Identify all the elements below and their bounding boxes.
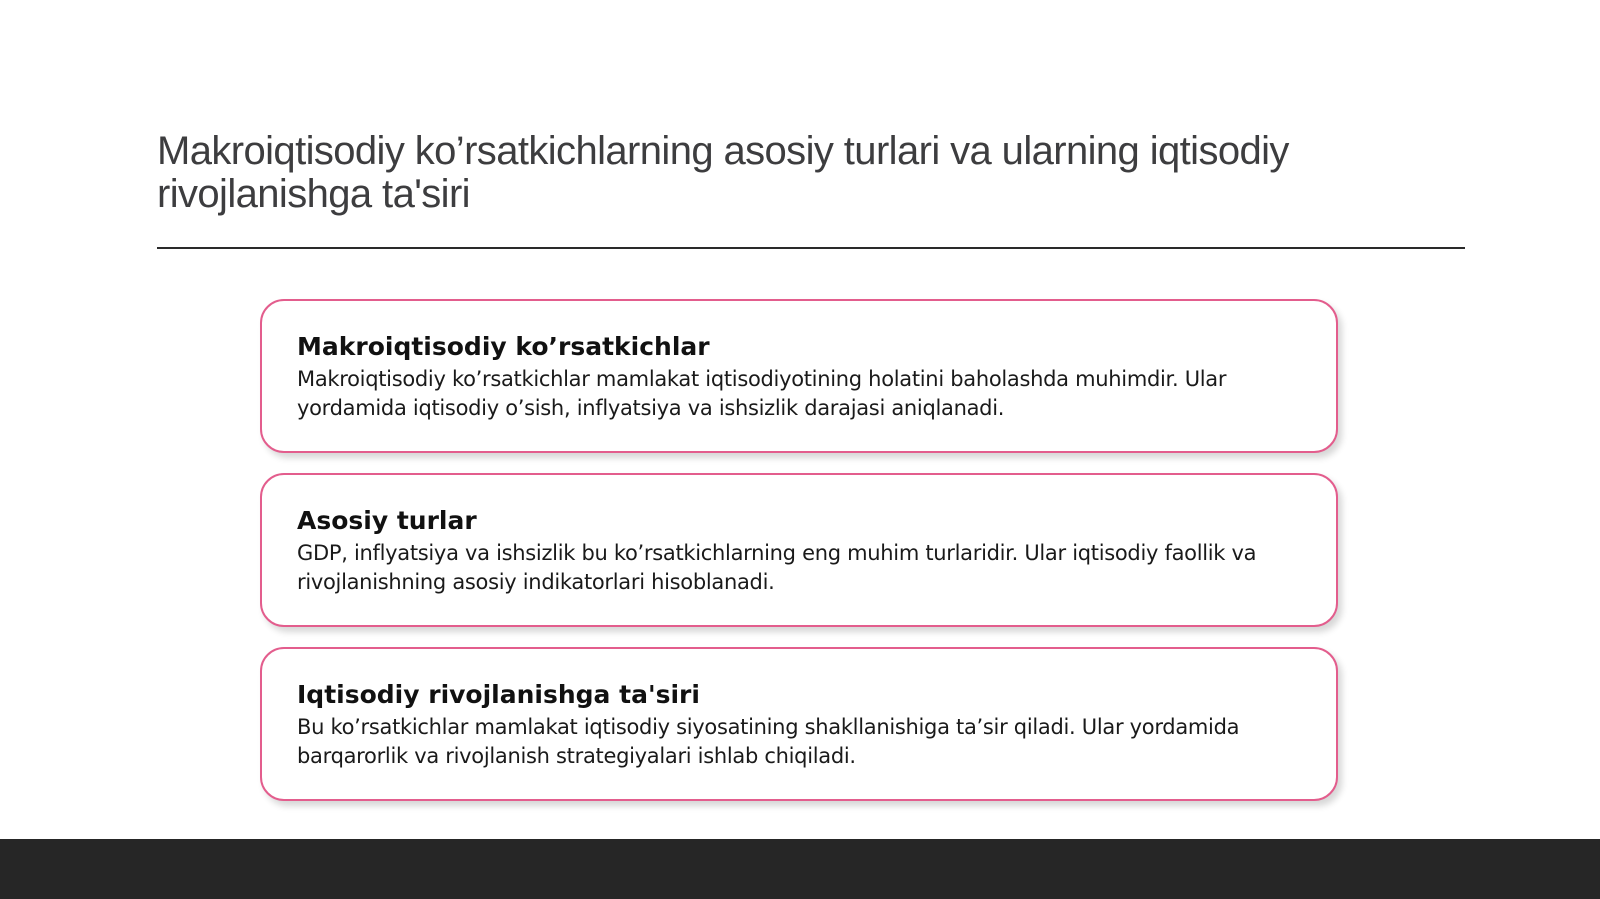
title-divider	[157, 247, 1465, 249]
card-heading: Iqtisodiy rivojlanishga ta'siri	[297, 680, 700, 709]
footer-bar	[0, 839, 1600, 899]
info-card-asosiy-turlar	[260, 473, 1338, 627]
card-text: Makroiqtisodiy ko’rsatkichlar mamlakat iqtisodiyotining holatini baholashda muhimdir. Ular yordamida iqtisodiy o’sish, inflyatsiya va ishsizlik darajasi aniqlanadi.	[297, 367, 1227, 420]
card-text: Bu ko’rsatkichlar mamlakat iqtisodiy siyosatining shakllanishiga ta’sir qiladi. Ular yordamida barqarorlik va rivojlanish strategiyalari ishlab chiqiladi.	[297, 715, 1240, 768]
card-text: GDP, inflyatsiya va ishsizlik bu ko’rsatkichlarning eng muhim turlaridir. Ular iqtisodiy faollik va rivojlanishning asosiy indikatorlari hisoblanadi.	[297, 541, 1257, 594]
slide-title: Makroiqtisodiy ko’rsatkichlarning asosiy turlari va ularning iqtisodiy rivojlanishga ta'siri	[157, 129, 1289, 216]
info-card-makroiqtisodiy	[260, 299, 1338, 453]
info-card-rivojlanish-tasiri	[260, 647, 1338, 801]
card-heading: Asosiy turlar	[297, 506, 477, 535]
card-heading: Makroiqtisodiy ko’rsatkichlar	[297, 332, 710, 361]
